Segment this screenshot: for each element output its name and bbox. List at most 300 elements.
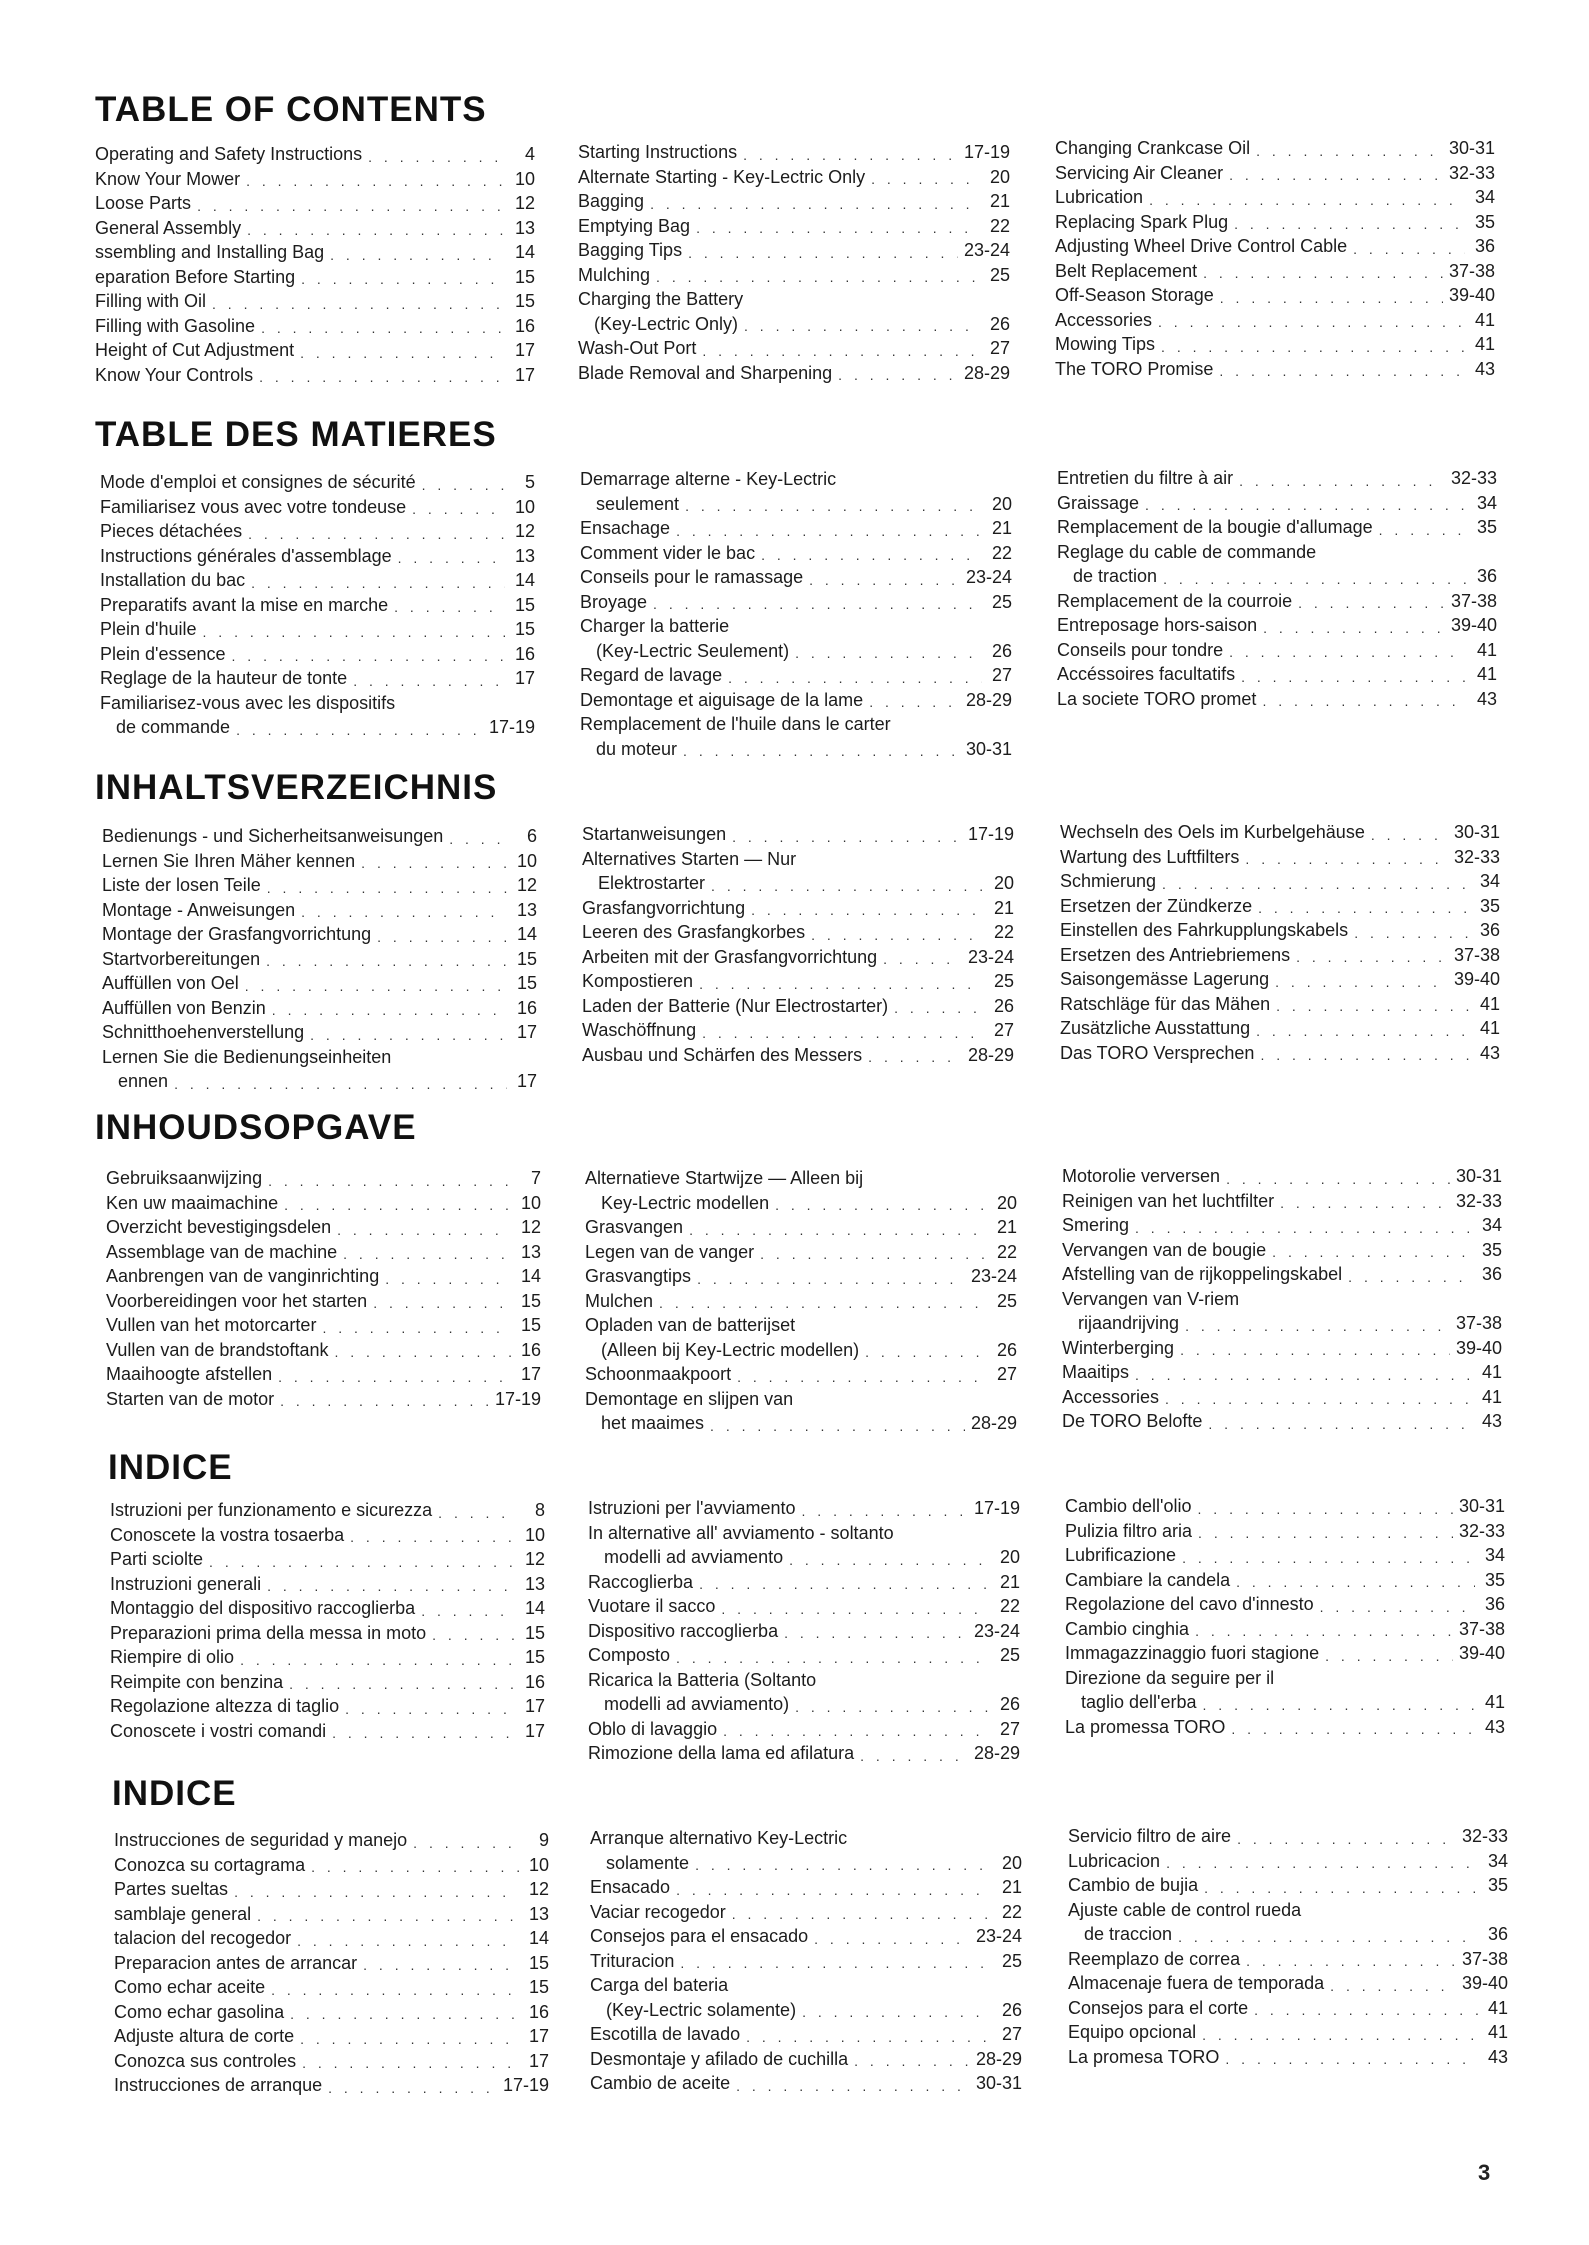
toc-entry-page: 23-24 bbox=[973, 1620, 1020, 1641]
dot-leader bbox=[1185, 1316, 1450, 1336]
toc-entry-label: Preparacion antes de arrancar bbox=[114, 1952, 358, 1973]
toc-entry-page: 41 bbox=[1484, 1692, 1505, 1712]
toc-entry-page: 17 bbox=[514, 340, 535, 360]
toc-entry-page: 32-33 bbox=[1455, 1190, 1502, 1211]
dot-leader bbox=[1276, 996, 1470, 1016]
toc-entry-label: Bedienungs - und Sicherheitsanweisungen bbox=[102, 826, 444, 846]
dot-leader bbox=[335, 1342, 512, 1362]
dot-leader bbox=[1262, 691, 1467, 711]
toc-entry-label: Demarrage alterne - Key-Lectric bbox=[580, 469, 837, 489]
dot-leader bbox=[245, 976, 507, 996]
dot-leader bbox=[197, 196, 505, 216]
toc-column-3 bbox=[1055, 136, 1495, 381]
toc-entry bbox=[588, 1570, 1020, 1595]
toc-entry bbox=[578, 263, 1010, 288]
toc-entry-page: 17 bbox=[514, 364, 535, 385]
toc-entry-label: Vervangen van de bougie bbox=[1062, 1239, 1267, 1260]
toc-entry-page: 37-38 bbox=[1450, 590, 1497, 611]
toc-entry bbox=[1068, 1922, 1508, 1947]
toc-entry-label: Demontage et aiguisage de la lame bbox=[580, 689, 864, 710]
toc-entry-page: 9 bbox=[538, 1830, 549, 1850]
toc-entry-page: 25 bbox=[989, 264, 1010, 285]
toc-entry bbox=[114, 1902, 549, 1927]
toc-entry bbox=[114, 2073, 549, 2098]
toc-entry-page: 15 bbox=[514, 619, 535, 639]
toc-entry-page: 39-40 bbox=[1458, 1643, 1505, 1663]
toc-entry-label: Blade Removal and Sharpening bbox=[578, 362, 833, 383]
toc-entry-page: 13 bbox=[514, 217, 535, 238]
toc-entry bbox=[110, 1572, 545, 1597]
toc-entry-label: Conozca sus controles bbox=[114, 2050, 297, 2071]
toc-entry-label: Composto bbox=[588, 1645, 671, 1665]
toc-entry bbox=[1057, 589, 1497, 614]
toc-entry-label: Waschöffnung bbox=[582, 1020, 697, 1040]
toc-entry bbox=[1068, 2020, 1508, 2045]
toc-entry-label: Servicio filtro de aire bbox=[1068, 1826, 1232, 1846]
toc-entry-label: Ken uw maaimachine bbox=[106, 1192, 279, 1213]
toc-entry bbox=[102, 824, 537, 849]
dot-leader bbox=[1220, 288, 1443, 308]
dot-leader bbox=[795, 1697, 990, 1717]
toc-entry bbox=[1068, 1996, 1508, 2021]
toc-entry-page: 26 bbox=[991, 640, 1012, 661]
toc-entry-page: 15 bbox=[514, 594, 535, 615]
dot-leader bbox=[659, 1293, 987, 1313]
dot-leader bbox=[1198, 1499, 1453, 1519]
dot-leader bbox=[1239, 471, 1445, 491]
toc-entry-page: 17 bbox=[524, 1720, 545, 1741]
toc-entry bbox=[582, 920, 1014, 945]
dot-leader bbox=[267, 1576, 515, 1596]
toc-entry-page: 15 bbox=[520, 1315, 541, 1335]
dot-leader bbox=[1161, 337, 1465, 357]
toc-entry-label: Installation du bac bbox=[100, 570, 246, 590]
toc-entry bbox=[110, 1498, 545, 1523]
toc-entry bbox=[1065, 1543, 1505, 1568]
toc-entry bbox=[110, 1621, 545, 1646]
toc-entry-page: 37-38 bbox=[1455, 1313, 1502, 1333]
dot-leader bbox=[1166, 1853, 1478, 1873]
toc-entry bbox=[578, 312, 1010, 337]
toc-entry-page: 41 bbox=[1481, 1362, 1502, 1382]
toc-entry-page: 43 bbox=[1474, 358, 1495, 379]
toc-entry-page: 17-19 bbox=[973, 1498, 1020, 1518]
dot-leader bbox=[412, 499, 505, 519]
toc-entry bbox=[588, 1668, 1020, 1693]
toc-entry-label: Adjusting Wheel Drive Control Cable bbox=[1055, 236, 1348, 256]
toc-entry-page: 34 bbox=[1476, 492, 1497, 513]
toc-entry-label: Adjuste altura de corte bbox=[114, 2026, 295, 2046]
toc-entry bbox=[1055, 283, 1495, 308]
dot-leader bbox=[322, 1318, 511, 1338]
toc-entry-page: 27 bbox=[993, 1020, 1014, 1040]
toc-entry bbox=[106, 1289, 541, 1314]
dot-leader bbox=[809, 570, 960, 590]
dot-leader bbox=[751, 900, 984, 920]
toc-entry-label: Instrucciones de arranque bbox=[114, 2075, 323, 2095]
toc-entry bbox=[590, 1949, 1022, 1974]
toc-entry-label: Preparatifs avant la mise en marche bbox=[100, 594, 389, 615]
toc-entry-page: 43 bbox=[1476, 688, 1497, 709]
toc-entry-label: Lubrificazione bbox=[1065, 1545, 1177, 1565]
toc-entry bbox=[100, 715, 535, 740]
toc-entry-label: Know Your Controls bbox=[95, 364, 254, 385]
dot-leader bbox=[1371, 825, 1448, 845]
toc-entry bbox=[1057, 613, 1497, 638]
toc-entry-label: Desmontaje y afilado de cuchilla bbox=[590, 2048, 849, 2069]
toc-entry-page: 23-24 bbox=[965, 567, 1012, 587]
toc-entry bbox=[100, 666, 535, 691]
toc-entry-label: Parti sciolte bbox=[110, 1549, 204, 1569]
toc-entry bbox=[588, 1594, 1020, 1619]
toc-entry-label: (Key-Lectric Only) bbox=[594, 313, 739, 334]
toc-entry bbox=[106, 1387, 541, 1412]
dot-leader bbox=[330, 245, 505, 265]
toc-entry-page: 28-29 bbox=[967, 1044, 1014, 1065]
dot-leader bbox=[689, 1220, 987, 1240]
toc-entry bbox=[1057, 687, 1497, 712]
dot-leader bbox=[236, 720, 483, 740]
toc-entry bbox=[1055, 308, 1495, 333]
toc-entry-label: Ricarica la Batteria (Soltanto bbox=[588, 1669, 817, 1690]
dot-leader bbox=[422, 475, 505, 495]
section-title: INHALTSVERZEICHNIS bbox=[95, 768, 498, 807]
toc-entry bbox=[100, 617, 535, 642]
dot-leader bbox=[1204, 1878, 1478, 1898]
toc-entry bbox=[585, 1264, 1017, 1289]
toc-entry-page: 28-29 bbox=[973, 1743, 1020, 1763]
dot-leader bbox=[802, 1501, 968, 1521]
toc-entry-label: Conseils pour le ramassage bbox=[580, 567, 804, 587]
toc-entry-page: 25 bbox=[993, 971, 1014, 991]
dot-leader bbox=[234, 1882, 519, 1902]
dot-leader bbox=[680, 1953, 992, 1973]
toc-entry bbox=[590, 1973, 1022, 1998]
dot-leader bbox=[1296, 947, 1448, 967]
dot-leader bbox=[1203, 263, 1443, 283]
toc-entry-page: 12 bbox=[520, 1217, 541, 1237]
toc-entry bbox=[100, 470, 535, 495]
toc-entry bbox=[578, 214, 1010, 239]
toc-entry bbox=[102, 996, 537, 1021]
toc-column-1 bbox=[102, 824, 537, 1094]
toc-entry-label: talacion del recogedor bbox=[114, 1928, 292, 1948]
dot-leader bbox=[267, 878, 507, 898]
toc-entry-label: Almacenaje fuera de temporada bbox=[1068, 1973, 1325, 1993]
toc-entry bbox=[582, 871, 1014, 896]
dot-leader bbox=[368, 147, 505, 167]
toc-entry-label: General Assembly bbox=[95, 217, 242, 238]
toc-entry-label: Charging the Battery bbox=[578, 289, 744, 309]
toc-entry bbox=[1060, 845, 1500, 870]
toc-entry-page: 21 bbox=[993, 897, 1014, 918]
dot-leader bbox=[373, 1293, 511, 1313]
dot-leader bbox=[1258, 898, 1470, 918]
dot-leader bbox=[695, 1855, 992, 1875]
toc-entry-label: Mulchen bbox=[585, 1290, 654, 1311]
toc-entry-label: In alternative all' avviamento - soltanto bbox=[588, 1522, 894, 1543]
toc-entry-page: 25 bbox=[996, 1290, 1017, 1311]
toc-entry-label: Belt Replacement bbox=[1055, 260, 1198, 281]
toc-entry-page: 14 bbox=[524, 1598, 545, 1618]
dot-leader bbox=[1320, 1597, 1475, 1617]
toc-entry bbox=[580, 590, 1012, 615]
toc-entry bbox=[585, 1313, 1017, 1338]
toc-entry bbox=[114, 1828, 549, 1853]
toc-entry bbox=[1060, 820, 1500, 845]
toc-entry bbox=[1062, 1238, 1502, 1263]
toc-entry bbox=[1068, 1947, 1508, 1972]
toc-entry bbox=[590, 2047, 1022, 2072]
toc-entry bbox=[110, 1523, 545, 1548]
toc-entry bbox=[1060, 1016, 1500, 1041]
toc-entry-label: Lernen Sie die Bedienungseinheiten bbox=[102, 1046, 392, 1067]
toc-entry-label: Consejos para el corte bbox=[1068, 1997, 1249, 2018]
toc-entry-label: Mulching bbox=[578, 264, 651, 285]
toc-entry-page: 13 bbox=[528, 1903, 549, 1924]
dot-leader bbox=[1195, 1621, 1453, 1641]
toc-entry bbox=[114, 1877, 549, 1902]
toc-entry-page: 37-38 bbox=[1453, 944, 1500, 965]
toc-entry-label: Filling with Oil bbox=[95, 291, 207, 311]
toc-entry bbox=[582, 896, 1014, 921]
toc-entry-label: Schmierung bbox=[1060, 871, 1157, 891]
dot-leader bbox=[732, 1904, 992, 1924]
toc-entry-page: 23-24 bbox=[975, 1926, 1022, 1946]
toc-entry bbox=[582, 994, 1014, 1019]
toc-entry-label: de traction bbox=[1073, 566, 1158, 586]
dot-leader bbox=[1203, 1695, 1475, 1715]
toc-entry-label: Arbeiten mit der Grasfangvorrichtung bbox=[582, 946, 878, 967]
toc-entry-page: 16 bbox=[514, 643, 535, 664]
dot-leader bbox=[710, 1416, 965, 1436]
toc-entry-label: Starting Instructions bbox=[578, 142, 738, 162]
toc-entry-page: 43 bbox=[1487, 2046, 1508, 2067]
toc-entry-label: Afstelling van de rijkoppelingskabel bbox=[1062, 1264, 1343, 1284]
toc-entry-label: Liste der losen Teile bbox=[102, 875, 261, 895]
toc-entry-label: Ratschläge für das Mähen bbox=[1060, 993, 1271, 1014]
dot-leader bbox=[1165, 1389, 1472, 1409]
toc-entry-label: Ersetzen der Zündkerze bbox=[1060, 895, 1253, 916]
toc-entry-label: Plein d'essence bbox=[100, 643, 226, 664]
toc-entry-page: 15 bbox=[514, 291, 535, 311]
toc-entry-label: Grasvangen bbox=[585, 1217, 684, 1237]
dot-leader bbox=[854, 2051, 970, 2071]
toc-entry-label: Accéssoires facultatifs bbox=[1057, 664, 1236, 684]
section-title: TABLE DES MATIERES bbox=[95, 415, 497, 454]
toc-entry bbox=[585, 1215, 1017, 1240]
toc-entry bbox=[580, 516, 1012, 541]
dot-leader bbox=[760, 1244, 987, 1264]
dot-leader bbox=[377, 927, 507, 947]
dot-leader bbox=[246, 171, 505, 191]
toc-column-3 bbox=[1065, 1494, 1505, 1739]
dot-leader bbox=[1180, 1340, 1450, 1360]
toc-entry-page: 43 bbox=[1479, 1042, 1500, 1063]
dot-leader bbox=[332, 1723, 515, 1743]
toc-entry-label: Leeren des Grasfangkorbes bbox=[582, 922, 806, 942]
dot-leader bbox=[683, 741, 960, 761]
dot-leader bbox=[289, 1674, 515, 1694]
toc-entry-page: 41 bbox=[1487, 2022, 1508, 2042]
toc-entry-page: 41 bbox=[1479, 993, 1500, 1014]
toc-entry bbox=[102, 947, 537, 972]
toc-entry-page: 10 bbox=[528, 1854, 549, 1875]
toc-entry-label: Ensachage bbox=[580, 518, 671, 538]
toc-entry-page: 17 bbox=[528, 2050, 549, 2071]
toc-entry bbox=[1065, 1519, 1505, 1544]
dot-leader bbox=[711, 876, 984, 896]
dot-leader bbox=[248, 524, 505, 544]
dot-leader bbox=[284, 1195, 511, 1215]
toc-entry-page: 15 bbox=[528, 1952, 549, 1973]
dot-leader bbox=[702, 1023, 984, 1043]
toc-entry bbox=[1057, 515, 1497, 540]
dot-leader bbox=[1379, 520, 1467, 540]
toc-entry bbox=[590, 1826, 1022, 1851]
dot-leader bbox=[1256, 1021, 1470, 1041]
dot-leader bbox=[1208, 1414, 1472, 1434]
toc-entry-label: Opladen van de batterijset bbox=[585, 1315, 796, 1335]
toc-entry-label: Riempire di olio bbox=[110, 1647, 235, 1667]
dot-leader bbox=[398, 548, 505, 568]
toc-entry-label: Familiarisez-vous avec les dispositifs bbox=[100, 692, 396, 713]
toc-entry bbox=[102, 898, 537, 923]
toc-entry-page: 37-38 bbox=[1458, 1618, 1505, 1639]
dot-leader bbox=[259, 367, 505, 387]
toc-entry bbox=[100, 495, 535, 520]
toc-entry bbox=[588, 1521, 1020, 1546]
toc-entry bbox=[100, 568, 535, 593]
toc-entry-label: Smering bbox=[1062, 1215, 1130, 1235]
toc-entry bbox=[1062, 1360, 1502, 1385]
dot-leader bbox=[300, 343, 505, 363]
toc-entry bbox=[106, 1191, 541, 1216]
toc-entry bbox=[102, 1045, 537, 1070]
toc-entry-label: Reinigen van het luchtfilter bbox=[1062, 1190, 1275, 1211]
toc-entry-page: 28-29 bbox=[975, 2048, 1022, 2069]
toc-entry-page: 28-29 bbox=[970, 1413, 1017, 1433]
dot-leader bbox=[1237, 1829, 1456, 1849]
dot-leader bbox=[1272, 1242, 1472, 1262]
toc-entry bbox=[1060, 992, 1500, 1017]
toc-entry bbox=[1057, 466, 1497, 491]
toc-entry-page: 17 bbox=[516, 1071, 537, 1091]
dot-leader bbox=[363, 1955, 519, 1975]
toc-entry-page: 17-19 bbox=[488, 717, 535, 737]
toc-entry-label: Schoonmaakpoort bbox=[585, 1364, 732, 1384]
toc-entry-page: 35 bbox=[1487, 1875, 1508, 1895]
toc-entry-label: Graissage bbox=[1057, 492, 1140, 513]
toc-entry-page: 23-24 bbox=[970, 1266, 1017, 1286]
toc-entry-label: Servicing Air Cleaner bbox=[1055, 162, 1224, 183]
toc-entry bbox=[582, 1018, 1014, 1043]
toc-entry-page: 30-31 bbox=[1455, 1166, 1502, 1186]
dot-leader bbox=[702, 341, 980, 361]
toc-entry-page: 12 bbox=[524, 1549, 545, 1569]
toc-entry-label: Pulizia filtro aria bbox=[1065, 1520, 1193, 1541]
toc-entry bbox=[95, 265, 535, 290]
toc-entry-page: 30-31 bbox=[975, 2073, 1022, 2093]
toc-entry-page: 15 bbox=[524, 1622, 545, 1643]
toc-entry bbox=[1065, 1568, 1505, 1593]
toc-column-2 bbox=[578, 140, 1010, 385]
toc-entry bbox=[588, 1496, 1020, 1521]
toc-entry bbox=[590, 1998, 1022, 2023]
toc-entry-page: 35 bbox=[1481, 1239, 1502, 1260]
toc-entry-label: Bagging Tips bbox=[578, 240, 683, 260]
toc-entry-label: Ajuste cable de control rueda bbox=[1068, 1899, 1302, 1920]
toc-entry-label: Entreposage hors-saison bbox=[1057, 615, 1258, 635]
toc-entry bbox=[1057, 491, 1497, 516]
toc-entry-page: 39-40 bbox=[1450, 615, 1497, 635]
toc-entry bbox=[102, 1020, 537, 1045]
toc-entry-label: Wechseln des Oels im Kurbelgehäuse bbox=[1060, 822, 1365, 842]
toc-entry-label: seulement bbox=[596, 493, 680, 514]
toc-entry-label: Immagazzinaggio fuori stagione bbox=[1065, 1643, 1320, 1663]
toc-entry-page: 25 bbox=[991, 591, 1012, 612]
toc-entry-page: 35 bbox=[1476, 517, 1497, 537]
toc-entry-label: Startanweisungen bbox=[582, 824, 727, 844]
toc-entry-label: eparation Before Starting bbox=[95, 266, 296, 287]
toc-entry-label: Vaciar recogedor bbox=[590, 1901, 726, 1922]
toc-entry-label: La promesa TORO bbox=[1068, 2046, 1220, 2067]
toc-entry bbox=[1055, 185, 1495, 210]
toc-entry bbox=[1057, 540, 1497, 565]
dot-leader bbox=[257, 1906, 519, 1926]
dot-leader bbox=[1241, 667, 1467, 687]
toc-entry-label: Lernen Sie Ihren Mäher kennen bbox=[102, 850, 356, 871]
toc-entry bbox=[1057, 638, 1497, 663]
dot-leader bbox=[1198, 1523, 1453, 1543]
dot-leader bbox=[1234, 214, 1465, 234]
toc-entry-label: Conseils pour tondre bbox=[1057, 639, 1224, 660]
toc-entry-page: 15 bbox=[524, 1647, 545, 1667]
toc-entry bbox=[585, 1387, 1017, 1412]
toc-entry-label: Remplacement de la courroie bbox=[1057, 590, 1293, 611]
toc-entry bbox=[114, 1951, 549, 1976]
toc-entry bbox=[114, 2000, 549, 2025]
toc-entry-page: 22 bbox=[996, 1241, 1017, 1262]
toc-entry-label: Montage - Anweisungen bbox=[102, 899, 296, 920]
dot-leader bbox=[1246, 1951, 1456, 1971]
dot-leader bbox=[1353, 239, 1465, 259]
toc-entry bbox=[95, 167, 535, 192]
toc-entry bbox=[578, 336, 1010, 361]
toc-column-2 bbox=[582, 822, 1014, 1067]
toc-column-1 bbox=[106, 1166, 541, 1411]
toc-column-1 bbox=[95, 142, 535, 387]
dot-leader bbox=[1275, 972, 1448, 992]
dot-leader bbox=[1260, 1045, 1470, 1065]
toc-entry-label: Preparazioni prima della messa in moto bbox=[110, 1622, 427, 1643]
dot-leader bbox=[838, 365, 958, 385]
toc-entry-label: Regolazione del cavo d'innesto bbox=[1065, 1594, 1314, 1614]
dot-leader bbox=[676, 1648, 990, 1668]
toc-entry bbox=[102, 1069, 537, 1094]
toc-entry-label: Gebruiksaanwijzing bbox=[106, 1168, 263, 1188]
toc-entry bbox=[585, 1411, 1017, 1436]
toc-entry-page: 15 bbox=[520, 1290, 541, 1311]
toc-entry-label: Partes sueltas bbox=[114, 1879, 229, 1899]
toc-entry-page: 39-40 bbox=[1448, 285, 1495, 305]
toc-entry-label: Wash-Out Port bbox=[578, 338, 697, 358]
toc-entry-label: Legen van de vanger bbox=[585, 1241, 755, 1262]
toc-entry-page: 26 bbox=[1001, 1999, 1022, 2020]
toc-entry-page: 20 bbox=[991, 493, 1012, 514]
toc-entry bbox=[1060, 967, 1500, 992]
dot-leader bbox=[653, 594, 982, 614]
